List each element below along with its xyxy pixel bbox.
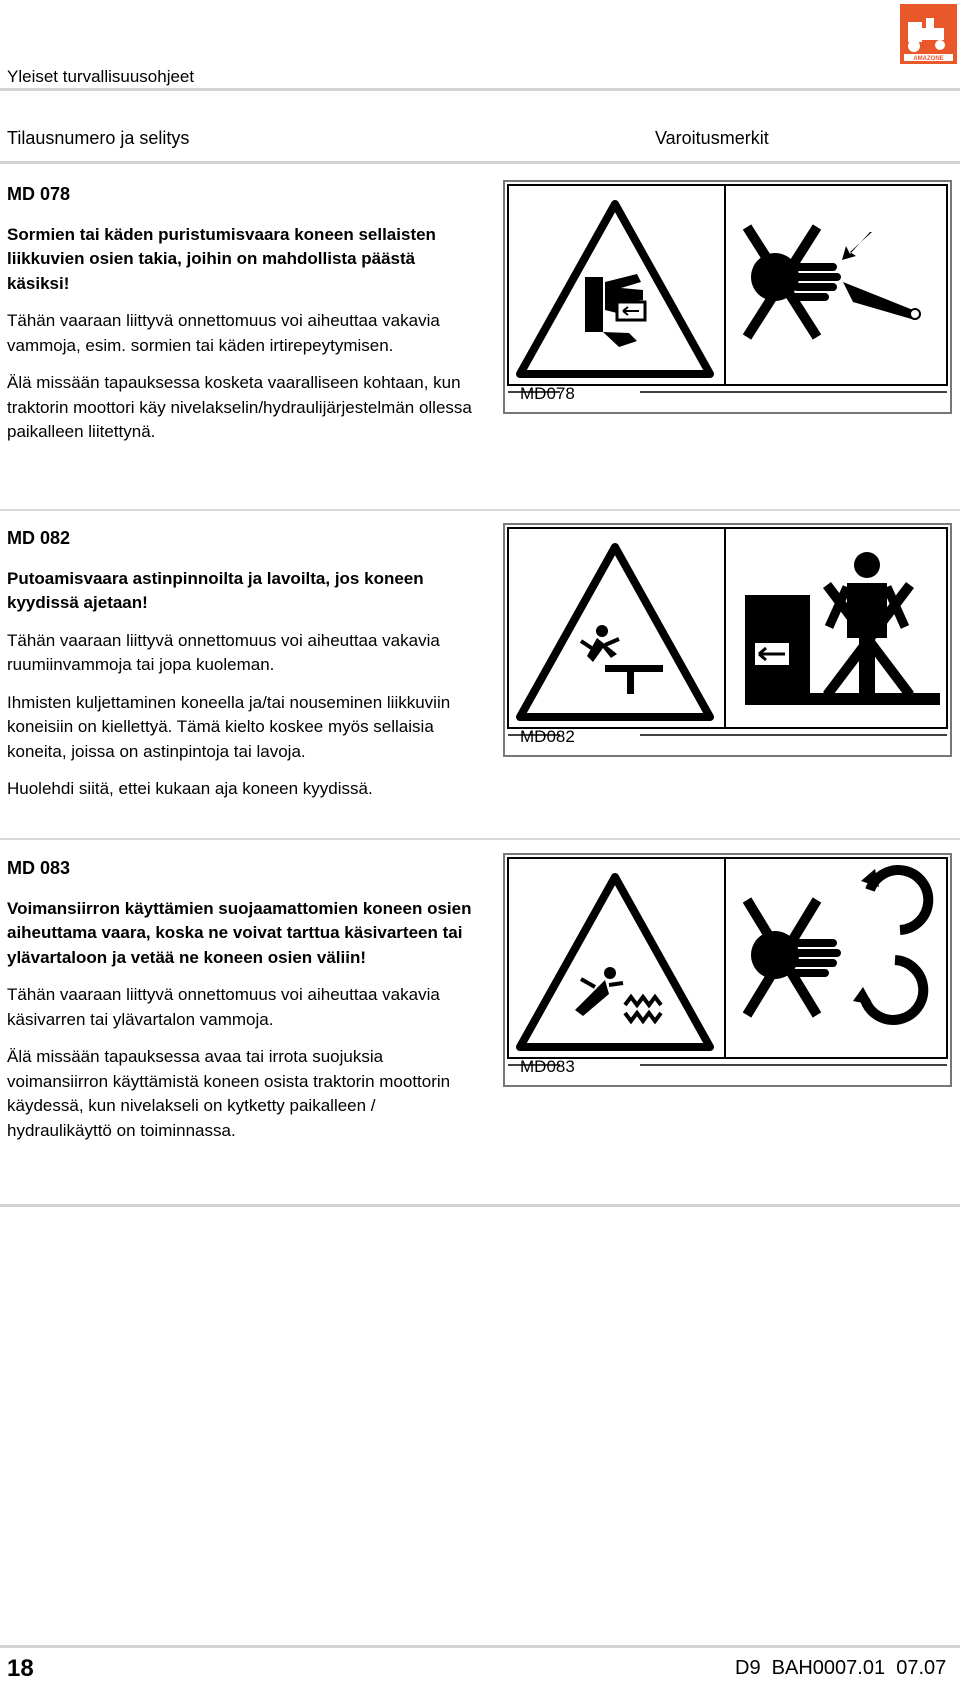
warning-sign-md078 (503, 180, 952, 414)
sign-label: MD078 (520, 384, 575, 403)
column-heading-divider (0, 161, 960, 164)
sign-warning: Voimansiirron käyttämien suojaamattomien koneen osien aiheuttama vaara, koska ne voivat tarttua käsivarteen tai ylävartaloon ja vetää ne koneen osien väliin! (7, 898, 472, 967)
hazard-triangle-icon (520, 547, 710, 717)
section-divider (0, 838, 960, 840)
sign-instruction: Älä missään tapauksessa avaa tai irrota suojuksia voimansiirron käyttämistä koneen osista traktorin moottorin käydessä, kun nivelakseli on kytketty paikalleen / hydraulikäyttö on toiminnassa. (7, 1047, 451, 1140)
sign-entry-md082 (7, 526, 477, 815)
footer-divider (0, 1645, 960, 1648)
no-reach-rotating-parts-icon (747, 869, 928, 1020)
sign-code: MD 078 (7, 184, 71, 204)
header-divider (0, 88, 960, 91)
hazard-triangle-icon (520, 877, 710, 1047)
no-hand-reach-icon (747, 227, 920, 337)
sign-consequence: Tähän vaaraan liittyvä onnettomuus voi aiheuttaa vakavia vammoja, esim. sormien tai käden irtirepeytymisen. (7, 311, 440, 355)
sign-code: MD 082 (7, 528, 71, 548)
sign-instruction: Älä missään tapauksessa kosketa vaaralliseen kohtaan, kun traktorin moottori käy nivelakselin/hydraulijärjestelmän ollessa paikalleen liitettynä. (7, 373, 472, 441)
section-divider (0, 1204, 960, 1207)
sign-warning: Sormien tai käden puristumisvaara koneen sellaisten liikkuvien osien takia, joihin on mahdollista päästä käsiksi! (7, 224, 436, 293)
sign-entry-md083 (7, 856, 477, 1156)
sign-instruction: Ihmisten kuljettaminen koneella ja/tai nouseminen liikkuviin koneisiin on kiellettyä. Tämä kielto koskee myös sellaisia koneita, joissa on astinpintoja tai lavoja. (7, 692, 451, 761)
sign-code: MD 083 (7, 858, 71, 878)
document-code: D9 BAH0007.01 07.07 (735, 1657, 947, 1679)
warning-sign-md083 (503, 853, 952, 1087)
sign-warning: Putoamisvaara astinpinnoilta ja lavoilta, jos koneen kyydissä ajetaan! (7, 568, 424, 612)
sign-label: MD083 (520, 1057, 575, 1076)
sign-consequence: Tähän vaaraan liittyvä onnettomuus voi aiheuttaa vakavia ruumiinvammoja tai jopa kuoleman. (7, 630, 440, 674)
no-riding-icon (745, 552, 940, 705)
sign-instruction: Huolehdi siitä, ettei kukaan aja koneen kyydissä. (7, 779, 373, 798)
section-title: Yleiset turvallisuusohjeet (7, 67, 195, 86)
sign-consequence: Tähän vaaraan liittyvä onnettomuus voi aiheuttaa vakavia käsivarren tai ylävartalon vammoja. (7, 985, 440, 1029)
column-heading-warning-signs: Varoitusmerkit (655, 128, 769, 148)
warning-sign-md082 (503, 523, 952, 757)
sign-label: MD082 (520, 727, 575, 746)
sign-entry-md078 (7, 182, 477, 458)
column-heading-order-number: Tilausnumero ja selitys (7, 128, 190, 148)
svg-text:AMAZONE: AMAZONE (913, 56, 944, 62)
page-number: 18 (7, 1655, 34, 1682)
amazone-logo (900, 4, 957, 64)
section-divider (0, 509, 960, 511)
